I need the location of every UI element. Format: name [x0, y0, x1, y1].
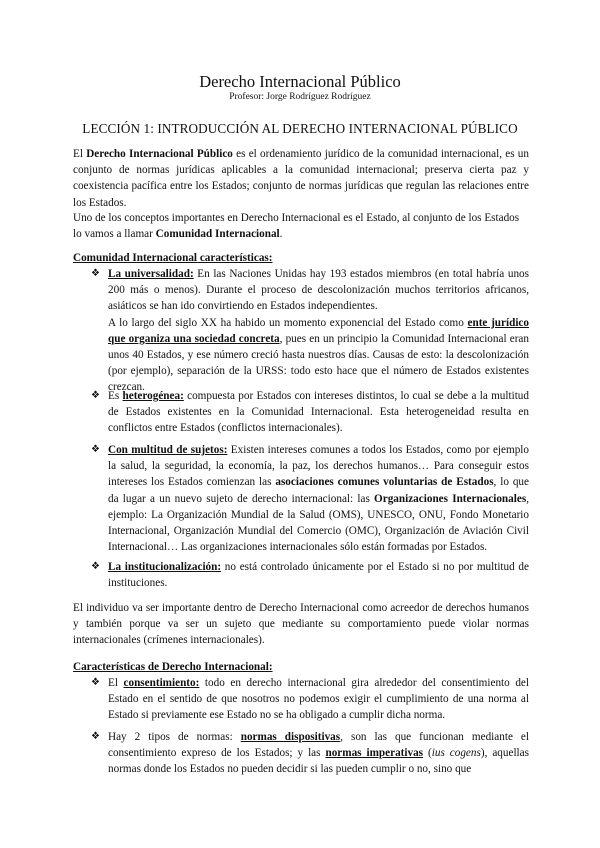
list-item-consentimiento: ❖ El consentimiento: todo en derecho internacional gira alrededor del consentimiento del Estado en el sentido de que nosotros no podemos exigir el cumplimiento de una norma al Estado si previamente ese Estado no se ha obligado a cumplir dicha norma.: [91, 677, 529, 722]
professor-line: Profesor: Jorge Rodríguez Rodríguez: [229, 92, 371, 102]
diamond-bullet-icon: ❖: [91, 731, 100, 742]
diamond-bullet-icon: ❖: [91, 444, 100, 455]
list-item-institucionalizacion: ❖ La institucionalización: no está controlado únicamente por el Estado si no por multitud de instituciones.: [91, 561, 529, 590]
diamond-bullet-icon: ❖: [91, 561, 100, 572]
list-item-multitud-sujetos: ❖ Con multitud de sujetos: Existen intereses comunes a todos los Estados, como por ejemplo la salud, la seguridad, la economía, la paz, los derechos humanos… Para conseguir estos intereses los Estados comienzan las asociaciones comunes voluntarias de Estados, lo que da lugar a un nuevo sujeto de derecho internacional: las Organizaciones Internacionales, ejemplo: La Organización Mundial de la Salud (OMS), UNESCO, ONU, Fondo Monetario Internacional, Organización Mundial del Comercio (OMC), Organización de Aviación Civil Internacional… Las organizaciones internacionales sólo están formadas por Estados.: [91, 444, 529, 554]
individual-paragraph: El individuo va ser importante dentro de Derecho Internacional como acreedor de derechos humanos y también porque va ser un sujeto que mediante su comportamiento puede violar normas internacionales (crímenes internacionales).: [73, 602, 529, 647]
document-title: Derecho Internacional Público: [199, 72, 401, 91]
diamond-bullet-icon: ❖: [91, 390, 100, 401]
term-comunidad-internacional: Comunidad Internacional: [155, 228, 280, 241]
lesson-title: LECCIÓN 1: INTRODUCCIÓN AL DERECHO INTERNACIONAL PÚBLICO: [82, 121, 518, 136]
intro-paragraph-2: Uno de los conceptos importantes en Derecho Internacional es el Estado, al conjunto de los Estados lo vamos a llamar Comunidad Internacional.: [73, 212, 520, 241]
diamond-bullet-icon: ❖: [91, 268, 100, 279]
list-item-heterogenea: ❖ Es heterogénea: compuesta por Estados con intereses distintos, lo cual se debe a la multitud de Estados existentes en la Comunidad Internacional. Esta heterogeneidad resulta en conflictos entre Estados (conflictos internacionales).: [91, 390, 529, 435]
term-dip: Derecho Internacional Público: [86, 148, 233, 160]
intro-paragraph: El Derecho Internacional Público es el ordenamiento jurídico de la comunidad internacional, es un conjunto de normas jurídicas aplicables a la comunidad internacional; preserva cierta paz y coexistencia pacífica entre los Estados; conjunto de normas jurídicas que regulan las relaciones entre los Estados.: [73, 148, 529, 209]
list-item-tipos-normas: ❖ Hay 2 tipos de normas: normas dispositivas, son las que funcionan mediante el consentimiento expreso de los Estados; y las normas imperativas (ius cogens), aquellas normas donde los Estados no pueden decidir si las pueden cumplir o no, sino que: [91, 731, 530, 776]
list-item-universalidad: ❖ La universalidad: En las Naciones Unidas hay 193 estados miembros (en total habría unos 200 más o menos). Durante el proceso de descolonización muchos territorios africanos, asiáticos se han ido convirtiendo en Estados independientes. A lo largo del siglo XX ha habido un momento exponencial del Estado como ente jurídico que organiza una sociedad concreta, pues en un principio la Comunidad Internacional eran unos 40 Estados, y ese número creció hasta nuestros días. Causas de esto: la descolonización (por ejemplo), separación de la URSS: todo esto hace que el número de Estados existentes crezcan.: [91, 268, 529, 394]
section-heading-caracteristicas: Características de Derecho Internacional:: [73, 661, 273, 673]
section-heading-comunidad: Comunidad Internacional características:: [73, 252, 273, 264]
diamond-bullet-icon: ❖: [91, 677, 100, 688]
